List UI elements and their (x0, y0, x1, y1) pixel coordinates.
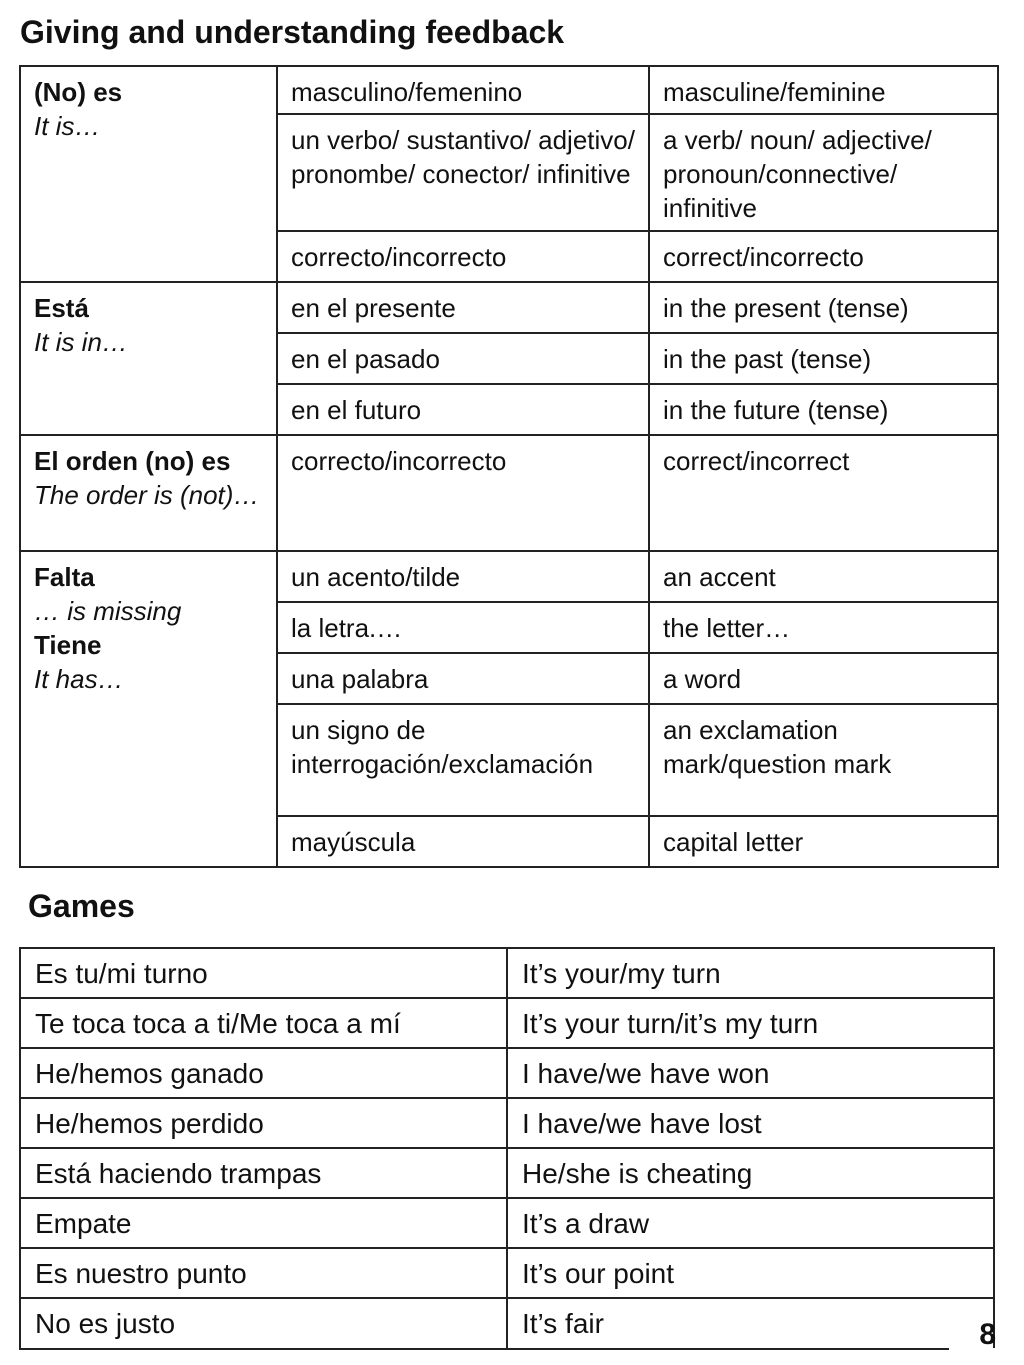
page-number: 8 (979, 1318, 996, 1351)
games-heading: Games (28, 888, 135, 924)
english-cell: the letter… (649, 602, 998, 653)
table-row (20, 948, 994, 998)
table-row (20, 1198, 994, 1248)
english-cell: It’s fair (507, 1298, 994, 1348)
english-cell: correct/incorrect (649, 435, 998, 551)
english-cell: correct/incorrecto (649, 231, 998, 282)
english-cell: I have/we have lost (507, 1098, 994, 1148)
english-cell: It’s your/my turn (507, 948, 994, 998)
table-row (20, 282, 998, 333)
english-cell: in the present (tense) (649, 282, 998, 333)
feedback-label-cell (20, 551, 277, 867)
label-sub: It is in… (34, 327, 128, 357)
spanish-cell: He/hemos ganado (20, 1048, 507, 1098)
table-row (20, 1098, 994, 1148)
english-cell: It’s our point (507, 1248, 994, 1298)
table-row (20, 1248, 994, 1298)
label-main: Falta (34, 562, 95, 592)
label-sub: … is missing (34, 596, 182, 626)
spanish-cell: un verbo/ sustantivo/ adjetivo/ pronombe/ conector/ infinitive (277, 114, 649, 231)
spanish-cell: Está haciendo trampas (20, 1148, 507, 1198)
spanish-cell: No es justo (20, 1298, 507, 1348)
english-cell: It’s a draw (507, 1198, 994, 1248)
spanish-cell: una palabra (277, 653, 649, 704)
english-cell: a word (649, 653, 998, 704)
label-sub: It is… (34, 111, 101, 141)
table-row (20, 435, 998, 551)
table-row (20, 66, 998, 114)
spanish-cell: Empate (20, 1198, 507, 1248)
games-table (19, 947, 995, 1348)
spanish-cell: correcto/incorrecto (277, 231, 649, 282)
spanish-cell: Es nuestro punto (20, 1248, 507, 1298)
english-cell: in the future (tense) (649, 384, 998, 435)
english-cell: It’s your turn/it’s my turn (507, 998, 994, 1048)
table-row (20, 998, 994, 1048)
label-main: Tiene (34, 630, 102, 660)
label-sub: It has… (34, 664, 124, 694)
english-cell: He/she is cheating (507, 1148, 994, 1198)
feedback-label-cell (20, 435, 277, 551)
table-row (20, 1148, 994, 1198)
spanish-cell: masculino/femenino (277, 66, 649, 114)
spanish-cell: un signo de interrogación/exclamación (277, 704, 649, 816)
table-row (20, 551, 998, 602)
spanish-cell: Es tu/mi turno (20, 948, 507, 998)
spanish-cell: en el futuro (277, 384, 649, 435)
label-main: Está (34, 293, 89, 323)
english-cell: an exclamation mark/question mark (649, 704, 998, 816)
spanish-cell: Te toca toca a ti/Me toca a mí (20, 998, 507, 1048)
feedback-label-cell (20, 66, 277, 282)
spanish-cell: la letra.… (277, 602, 649, 653)
label-main: El orden (no) es (34, 446, 231, 476)
table-row (20, 1048, 994, 1098)
english-cell: in the past (tense) (649, 333, 998, 384)
spanish-cell: un acento/tilde (277, 551, 649, 602)
spanish-cell: He/hemos perdido (20, 1098, 507, 1148)
label-main: (No) es (34, 77, 123, 107)
spanish-cell: en el presente (277, 282, 649, 333)
english-cell: an accent (649, 551, 998, 602)
english-cell: I have/we have won (507, 1048, 994, 1098)
spanish-cell: mayúscula (277, 816, 649, 867)
table-row (20, 1298, 994, 1348)
english-cell: capital letter (649, 816, 998, 867)
english-cell: masculine/feminine (649, 66, 998, 114)
spanish-cell: correcto/incorrecto (277, 435, 649, 551)
spanish-cell: en el pasado (277, 333, 649, 384)
feedback-table (19, 65, 999, 868)
page-title: Giving and understanding feedback (20, 14, 565, 50)
label-sub: The order is (not)… (34, 480, 260, 510)
english-cell: a verb/ noun/ adjective/ pronoun/connective/ infinitive (649, 114, 998, 231)
page-footer-rule (19, 1348, 949, 1350)
feedback-label-cell (20, 282, 277, 435)
